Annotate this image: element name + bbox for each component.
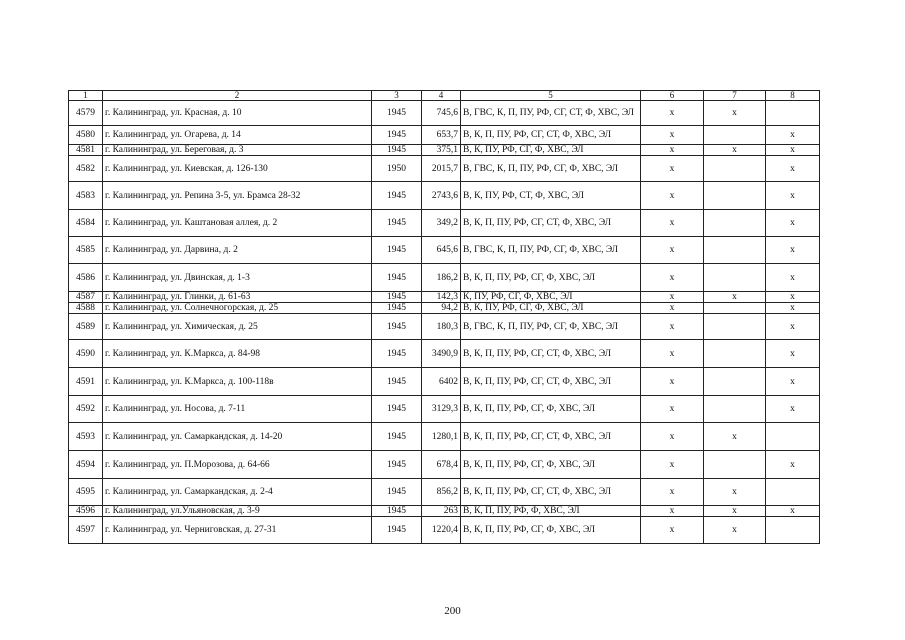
systems-cell: В, К, П, ПУ, РФ, СГ, СТ, Ф, ХВС, ЭЛ: [461, 479, 641, 506]
table-row: [69, 156, 820, 182]
row-number: 4583: [69, 182, 103, 210]
table-row: [69, 126, 820, 145]
year-cell: 1945: [372, 101, 422, 126]
table-row: [69, 368, 820, 396]
row-number: 4580: [69, 126, 103, 145]
mark-col7-cell: [704, 451, 766, 479]
year-cell: 1945: [372, 423, 422, 451]
address-cell: г. Калининград, ул. Глинки, д. 61-63: [103, 292, 372, 303]
mark-col6-cell: х: [641, 517, 704, 544]
row-number: 4585: [69, 237, 103, 264]
year-cell: 1945: [372, 182, 422, 210]
table-row: [69, 264, 820, 292]
mark-col6-cell: х: [641, 423, 704, 451]
mark-col7-cell: [704, 368, 766, 396]
mark-col8-cell: х: [766, 506, 820, 517]
row-number: 4584: [69, 210, 103, 237]
mark-col7-cell: х: [704, 292, 766, 303]
year-cell: 1945: [372, 145, 422, 156]
mark-col6-cell: х: [641, 210, 704, 237]
area-cell: 2015,7: [422, 156, 461, 182]
row-number: 4590: [69, 340, 103, 368]
mark-col7-cell: х: [704, 423, 766, 451]
mark-col7-cell: [704, 126, 766, 145]
mark-col8-cell: х: [766, 237, 820, 264]
table-row: [69, 423, 820, 451]
mark-col6-cell: х: [641, 451, 704, 479]
systems-cell: В, К, ПУ, РФ, СТ, Ф, ХВС, ЭЛ: [461, 182, 641, 210]
area-cell: 1220,4: [422, 517, 461, 544]
area-cell: 1280,1: [422, 423, 461, 451]
systems-cell: К, ПУ, РФ, СГ, Ф, ХВС, ЭЛ: [461, 292, 641, 303]
systems-cell: В, ГВС, К, П, ПУ, РФ, СГ, Ф, ХВС, ЭЛ: [461, 237, 641, 264]
address-cell: г. Калининград, ул. Репина 3-5, ул. Брамса 28-32: [103, 182, 372, 210]
mark-col6-cell: х: [641, 156, 704, 182]
mark-col8-cell: х: [766, 210, 820, 237]
systems-cell: В, К, П, ПУ, РФ, СГ, Ф, ХВС, ЭЛ: [461, 264, 641, 292]
mark-col7-cell: [704, 396, 766, 423]
mark-col7-cell: х: [704, 145, 766, 156]
mark-col6-cell: х: [641, 145, 704, 156]
address-cell: г. Калининград, ул. Носова, д. 7-11: [103, 396, 372, 423]
mark-col6-cell: х: [641, 314, 704, 340]
area-cell: 3129,3: [422, 396, 461, 423]
year-cell: 1950: [372, 156, 422, 182]
systems-cell: В, К, П, ПУ, РФ, СГ, СТ, Ф, ХВС, ЭЛ: [461, 126, 641, 145]
area-cell: 653,7: [422, 126, 461, 145]
mark-col8-cell: х: [766, 292, 820, 303]
mark-col6-cell: х: [641, 101, 704, 126]
mark-col7-cell: [704, 303, 766, 314]
area-cell: 3490,9: [422, 340, 461, 368]
row-number: 4586: [69, 264, 103, 292]
mark-col6-cell: х: [641, 368, 704, 396]
address-cell: г. Калининград, ул. Дарвина, д. 2: [103, 237, 372, 264]
mark-col8-cell: х: [766, 303, 820, 314]
address-cell: г. Калининград, ул. Красная, д. 10: [103, 101, 372, 126]
mark-col6-cell: х: [641, 126, 704, 145]
mark-col8-cell: х: [766, 396, 820, 423]
year-cell: 1945: [372, 517, 422, 544]
mark-col6-cell: х: [641, 479, 704, 506]
mark-col7-cell: х: [704, 101, 766, 126]
mark-col8-cell: х: [766, 368, 820, 396]
year-cell: 1945: [372, 451, 422, 479]
column-header-3: 3: [372, 91, 422, 101]
table-row: [69, 314, 820, 340]
area-cell: 856,2: [422, 479, 461, 506]
mark-col8-cell: [766, 101, 820, 126]
mark-col7-cell: х: [704, 517, 766, 544]
area-cell: 94,2: [422, 303, 461, 314]
address-cell: г. Калининград, ул. Огарева, д. 14: [103, 126, 372, 145]
year-cell: 1945: [372, 292, 422, 303]
row-number: 4596: [69, 506, 103, 517]
area-cell: 375,1: [422, 145, 461, 156]
systems-cell: В, К, П, ПУ, РФ, СГ, СТ, Ф, ХВС, ЭЛ: [461, 423, 641, 451]
year-cell: 1945: [372, 237, 422, 264]
year-cell: 1945: [372, 479, 422, 506]
table-row: [69, 517, 820, 544]
register-sheet: [68, 90, 820, 544]
table-row: [69, 451, 820, 479]
mark-col8-cell: х: [766, 340, 820, 368]
address-cell: г. Калининград, ул.Ульяновская, д. 3-9: [103, 506, 372, 517]
address-cell: г. Калининград, ул. К.Маркса, д. 84-98: [103, 340, 372, 368]
year-cell: 1945: [372, 264, 422, 292]
address-cell: г. Калининград, ул. П.Морозова, д. 64-66: [103, 451, 372, 479]
table-row: [69, 292, 820, 303]
housing-register-table: [68, 90, 820, 544]
address-cell: г. Калининград, ул. Двинская, д. 1-3: [103, 264, 372, 292]
systems-cell: В, К, ПУ, РФ, СГ, Ф, ХВС, ЭЛ: [461, 145, 641, 156]
mark-col6-cell: х: [641, 182, 704, 210]
mark-col6-cell: х: [641, 506, 704, 517]
mark-col8-cell: х: [766, 314, 820, 340]
row-number: 4579: [69, 101, 103, 126]
table-row: [69, 396, 820, 423]
area-cell: 142,3: [422, 292, 461, 303]
systems-cell: В, К, ПУ, РФ, СГ, Ф, ХВС, ЭЛ: [461, 303, 641, 314]
mark-col8-cell: х: [766, 145, 820, 156]
year-cell: 1945: [372, 210, 422, 237]
year-cell: 1945: [372, 303, 422, 314]
mark-col7-cell: [704, 210, 766, 237]
table-row: [69, 210, 820, 237]
mark-col8-cell: х: [766, 451, 820, 479]
row-number: 4593: [69, 423, 103, 451]
systems-cell: В, К, П, ПУ, РФ, СГ, СТ, Ф, ХВС, ЭЛ: [461, 210, 641, 237]
year-cell: 1945: [372, 314, 422, 340]
mark-col6-cell: х: [641, 292, 704, 303]
table-row: [69, 237, 820, 264]
mark-col6-cell: х: [641, 264, 704, 292]
address-cell: г. Калининград, ул. Солнечногорская, д. 25: [103, 303, 372, 314]
table-row: [69, 101, 820, 126]
page-number: 200: [444, 605, 461, 617]
year-cell: 1945: [372, 368, 422, 396]
mark-col8-cell: [766, 423, 820, 451]
mark-col8-cell: [766, 479, 820, 506]
area-cell: 263: [422, 506, 461, 517]
row-number: 4595: [69, 479, 103, 506]
year-cell: 1945: [372, 340, 422, 368]
address-cell: г. Калининград, ул. К.Маркса, д. 100-118в: [103, 368, 372, 396]
mark-col6-cell: х: [641, 340, 704, 368]
row-number: 4588: [69, 303, 103, 314]
mark-col7-cell: [704, 237, 766, 264]
table-row: [69, 479, 820, 506]
area-cell: 180,3: [422, 314, 461, 340]
systems-cell: В, ГВС, К, П, ПУ, РФ, СГ, Ф, ХВС, ЭЛ: [461, 314, 641, 340]
table-row: [69, 506, 820, 517]
year-cell: 1945: [372, 396, 422, 423]
mark-col8-cell: х: [766, 126, 820, 145]
column-number-row: [69, 91, 820, 101]
address-cell: г. Калининград, ул. Береговая, д. 3: [103, 145, 372, 156]
row-number: 4591: [69, 368, 103, 396]
mark-col7-cell: [704, 264, 766, 292]
table-row: [69, 303, 820, 314]
row-number: 4597: [69, 517, 103, 544]
column-header-5: 5: [461, 91, 641, 101]
mark-col6-cell: х: [641, 237, 704, 264]
mark-col7-cell: [704, 314, 766, 340]
column-header-1: 1: [69, 91, 103, 101]
mark-col7-cell: [704, 182, 766, 210]
mark-col8-cell: х: [766, 182, 820, 210]
systems-cell: В, К, П, ПУ, РФ, СГ, Ф, ХВС, ЭЛ: [461, 517, 641, 544]
row-number: 4587: [69, 292, 103, 303]
area-cell: 645,6: [422, 237, 461, 264]
area-cell: 6402: [422, 368, 461, 396]
row-number: 4594: [69, 451, 103, 479]
mark-col7-cell: х: [704, 506, 766, 517]
mark-col6-cell: х: [641, 303, 704, 314]
address-cell: г. Калининград, ул. Киевская, д. 126-130: [103, 156, 372, 182]
mark-col8-cell: [766, 517, 820, 544]
mark-col7-cell: [704, 156, 766, 182]
column-header-8: 8: [766, 91, 820, 101]
mark-col8-cell: х: [766, 156, 820, 182]
systems-cell: В, ГВС, К, П, ПУ, РФ, СГ, СТ, Ф, ХВС, ЭЛ: [461, 101, 641, 126]
column-header-4: 4: [422, 91, 461, 101]
row-number: 4592: [69, 396, 103, 423]
systems-cell: В, К, П, ПУ, РФ, СГ, Ф, ХВС, ЭЛ: [461, 396, 641, 423]
mark-col7-cell: [704, 340, 766, 368]
table-row: [69, 182, 820, 210]
year-cell: 1945: [372, 126, 422, 145]
column-header-6: 6: [641, 91, 704, 101]
address-cell: г. Калининград, ул. Самаркандская, д. 14-20: [103, 423, 372, 451]
systems-cell: В, К, П, ПУ, РФ, СГ, СТ, Ф, ХВС, ЭЛ: [461, 340, 641, 368]
systems-cell: В, ГВС, К, П, ПУ, РФ, СГ, Ф, ХВС, ЭЛ: [461, 156, 641, 182]
column-header-2: 2: [103, 91, 372, 101]
mark-col8-cell: х: [766, 264, 820, 292]
address-cell: г. Калининград, ул. Черниговская, д. 27-31: [103, 517, 372, 544]
area-cell: 2743,6: [422, 182, 461, 210]
mark-col7-cell: х: [704, 479, 766, 506]
area-cell: 349,2: [422, 210, 461, 237]
area-cell: 745,6: [422, 101, 461, 126]
row-number: 4581: [69, 145, 103, 156]
address-cell: г. Калининград, ул. Самаркандская, д. 2-4: [103, 479, 372, 506]
year-cell: 1945: [372, 506, 422, 517]
area-cell: 678,4: [422, 451, 461, 479]
table-row: [69, 145, 820, 156]
systems-cell: В, К, П, ПУ, РФ, СГ, СТ, Ф, ХВС, ЭЛ: [461, 368, 641, 396]
row-number: 4589: [69, 314, 103, 340]
mark-col6-cell: х: [641, 396, 704, 423]
address-cell: г. Калининград, ул. Каштановая аллея, д. 2: [103, 210, 372, 237]
column-header-7: 7: [704, 91, 766, 101]
table-row: [69, 340, 820, 368]
systems-cell: В, К, П, ПУ, РФ, СГ, Ф, ХВС, ЭЛ: [461, 451, 641, 479]
systems-cell: В, К, П, ПУ, РФ, Ф, ХВС, ЭЛ: [461, 506, 641, 517]
address-cell: г. Калининград, ул. Химическая, д. 25: [103, 314, 372, 340]
row-number: 4582: [69, 156, 103, 182]
area-cell: 186,2: [422, 264, 461, 292]
